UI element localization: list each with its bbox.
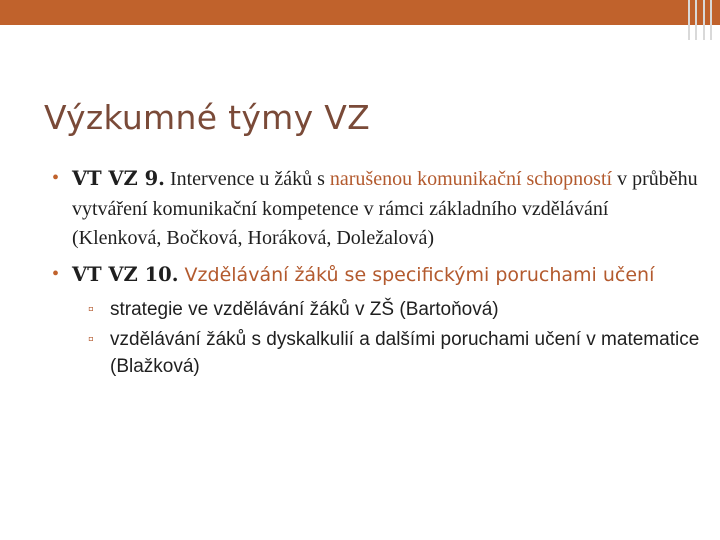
- decorative-line: [695, 0, 697, 40]
- slide-content: [52, 164, 702, 383]
- item-accent-text: Vzdělávání žáků se specifickými poruchami učení: [178, 263, 655, 286]
- list-item: [52, 164, 702, 254]
- list-item: [52, 260, 702, 291]
- top-decorative-bar: [0, 0, 720, 25]
- decorative-line: [710, 0, 712, 40]
- item-accent-text: narušenou komunikační schopností: [329, 168, 613, 190]
- bullet-icon: •: [52, 167, 60, 189]
- sub-item-text: strategie ve vzdělávání žáků v ZŠ (Bartoňová): [110, 299, 499, 320]
- sub-list: [88, 296, 702, 380]
- team-code: VT VZ 9.: [72, 167, 165, 190]
- slide-title: Výzkumné týmy VZ: [44, 98, 371, 137]
- team-code: VT VZ 10.: [72, 262, 179, 286]
- decorative-line: [703, 0, 705, 40]
- decorative-line: [688, 0, 690, 40]
- sub-item-text: vzdělávání žáků s dyskalkulií a dalšími poruchami učení v matematice (Blažková): [110, 329, 700, 377]
- item-text: v průběhu vytváření komunikační kompetence v rámci základního vzdělávání (Klenková, Bočková, Horáková, Doležalová): [72, 168, 698, 249]
- item-text: Intervence u žáků s: [164, 168, 330, 190]
- sub-list-item: [88, 326, 702, 380]
- sub-bullet-icon: ▫: [88, 331, 94, 348]
- sub-bullet-icon: ▫: [88, 301, 94, 318]
- sub-list-item: [88, 296, 702, 323]
- bullet-icon: •: [52, 262, 60, 285]
